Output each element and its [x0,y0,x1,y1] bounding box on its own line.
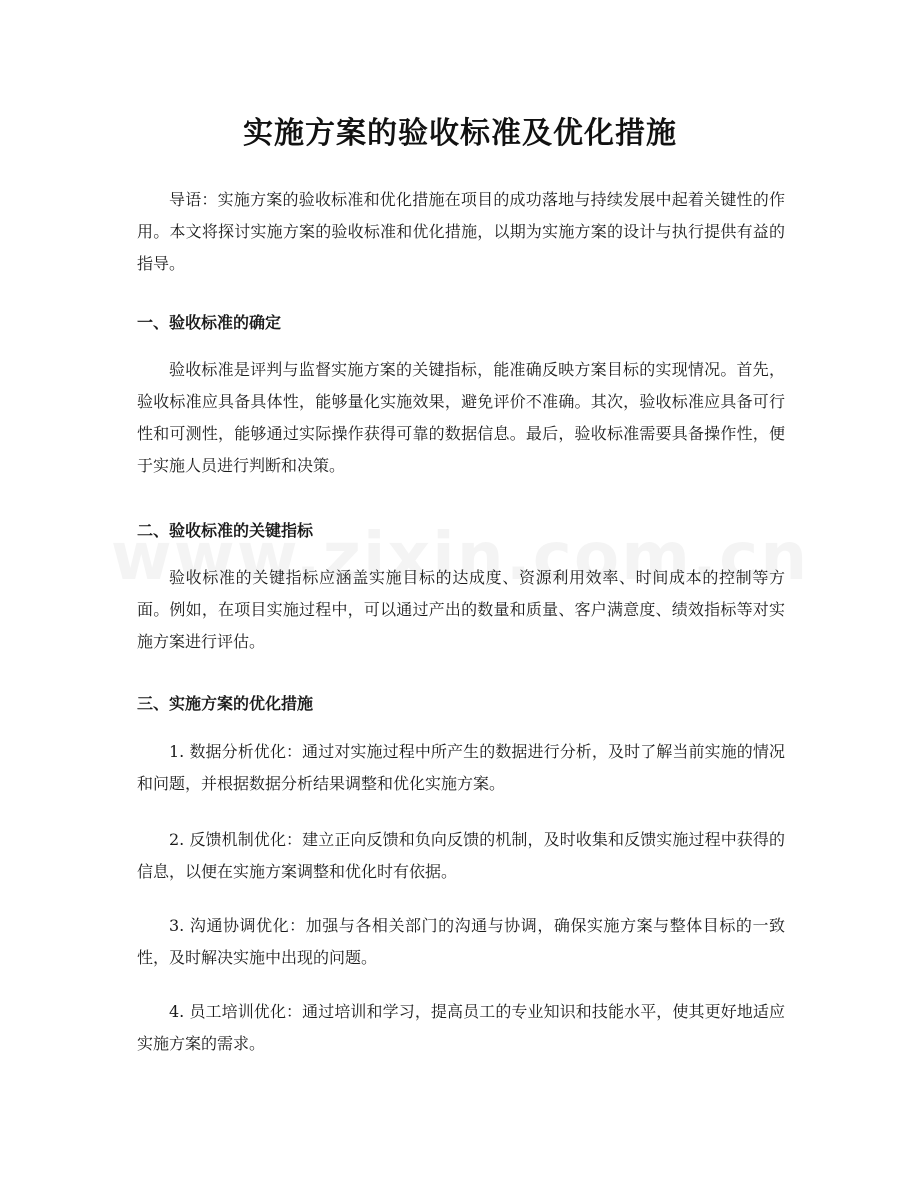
section-heading-3: 三、实施方案的优化措施 [137,694,314,713]
list-item-data-analysis: 1. 数据分析优化：通过对实施过程中所产生的数据进行分析，及时了解当前实施的情况和问题，并根据数据分析结果调整和优化实施方案。 [137,742,785,793]
section-2-paragraph: 验收标准的关键指标应涵盖实施目标的达成度、资源利用效率、时间成本的控制等方面。例如，在项目实施过程中，可以通过产出的数量和质量、客户满意度、绩效指标等对实施方案进行评估。 [137,568,785,651]
section-heading-2: 二、验收标准的关键指标 [137,521,314,540]
page-title: 实施方案的验收标准及优化措施 [243,116,677,151]
intro-paragraph: 导语：实施方案的验收标准和优化措施在项目的成功落地与持续发展中起着关键性的作用。本文将探讨实施方案的验收标准和优化措施，以期为实施方案的设计与执行提供有益的指导。 [137,190,785,273]
section-1-paragraph: 验收标准是评判与监督实施方案的关键指标，能准确反映方案目标的实现情况。首先，验收标准应具备具体性，能够量化实施效果，避免评价不准确。其次，验收标准应具备可行性和可测性，能够通过实际操作获得可靠的数据信息。最后，验收标准需要具备操作性，便于实施人员进行判断和决策。 [137,360,785,475]
section-heading-1: 一、验收标准的确定 [137,313,282,332]
list-item-communication: 3. 沟通协调优化：加强与各相关部门的沟通与协调，确保实施方案与整体目标的一致性，及时解决实施中出现的问题。 [137,916,785,967]
list-item-training: 4. 员工培训优化：通过培训和学习，提高员工的专业知识和技能水平，使其更好地适应实施方案的需求。 [137,1002,785,1053]
list-item-feedback: 2. 反馈机制优化：建立正向反馈和负向反馈的机制，及时收集和反馈实施过程中获得的信息，以便在实施方案调整和优化时有依据。 [137,830,785,881]
